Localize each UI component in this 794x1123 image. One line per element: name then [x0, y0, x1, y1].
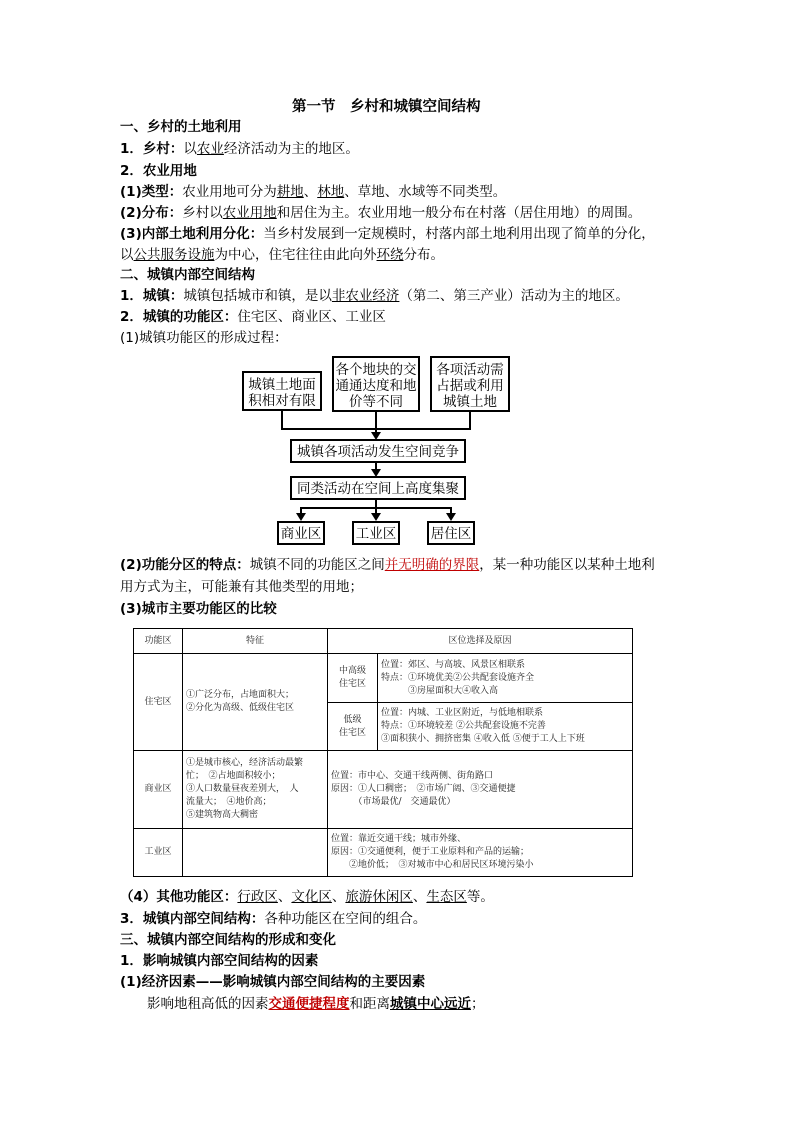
paragraph-zone-comparison: (3)城市主要功能区的比较 [120, 601, 277, 617]
paragraph-factors: 1．影响城镇内部空间结构的因素 [120, 953, 319, 969]
header-zone: 功能区 [134, 629, 183, 654]
paragraph-differentiation-cont: 以公共服务设施为中心，住宅往往由此向外环绕分布。 [120, 247, 444, 263]
table-row [134, 751, 633, 829]
header-feature: 特征 [183, 629, 328, 654]
paragraph-land-types: (1)类型：农业用地可分为耕地、林地、草地、水域等不同类型。 [120, 184, 507, 200]
paragraph-rural-definition: 1．乡村：以农业经济活动为主的地区。 [120, 141, 359, 157]
cell-residential-zone: 住宅区 [134, 654, 183, 751]
section-1-heading: 一、乡村的土地利用 [120, 119, 242, 135]
paragraph-rent-factors: 影响地租高低的因素交通便捷程度和距离城镇中心远近； [147, 996, 485, 1012]
section-3-heading: 三、城镇内部空间结构的形成和变化 [120, 932, 336, 948]
table-row [134, 654, 633, 703]
flow-box-commercial-zone: 商业区 [277, 521, 325, 545]
flow-box-competition: 城镇各项活动发生空间竞争 [290, 439, 466, 463]
cell-commercial-zone: 商业区 [134, 751, 183, 829]
paragraph-function-zones: 2．城镇的功能区：住宅区、商业区、工业区 [120, 309, 386, 325]
flow-box-industrial-zone: 工业区 [352, 521, 400, 545]
paragraph-zone-features: (2)功能分区的特点：城镇不同的功能区之间并无明确的界限，某一种功能区以某种土地利 [120, 557, 655, 573]
section-2-heading: 二、城镇内部空间结构 [120, 267, 255, 283]
paragraph-other-zones: （4）其他功能区：行政区、文化区、旅游休闲区、生态区等。 [120, 889, 494, 905]
paragraph-economic-factor: (1)经济因素——影响城镇内部空间结构的主要因素 [120, 974, 426, 990]
arrow-down-icon [296, 513, 306, 521]
arrow-down-icon [446, 513, 456, 521]
cell-high-residential-label: 中高级 住宅区 [328, 654, 378, 703]
paragraph-differentiation: (3)内部土地利用分化：当乡村发展到一定规模时，村落内部土地利用出现了简单的分化， [120, 226, 655, 242]
cell-low-residential-text: 位置：内城、工业区附近，与低地相联系 特点：①环境较差 ②公共配套设施不完善 ③面积狭小、拥挤密集 ④收入低 ⑤便于工人上下班 [378, 703, 633, 751]
cell-commercial-feature: ①是城市核心，经济活动最繁 忙； ②占地面积较小； ③人口数量昼夜差别大， 人 流量大； ④地价高； ⑤建筑物高大稠密 [183, 751, 328, 829]
flow-box-residential-zone: 居住区 [427, 521, 475, 545]
header-location: 区位选择及原因 [328, 629, 633, 654]
flow-box-accessibility: 各个地块的交 通通达度和地 价等不同 [332, 356, 420, 412]
paragraph-formation-process: (1)城镇功能区的形成过程： [120, 330, 288, 346]
page-title: 第一节 乡村和城镇空间结构 [292, 99, 481, 115]
function-zone-table [133, 628, 633, 877]
agricultural-land-heading: 2．农业用地 [120, 163, 197, 179]
paragraph-distribution: (2)分布：乡村以农业用地和居住为主。农业用地一般分布在村落（居住用地）的周围。 [120, 205, 642, 221]
cell-industrial-location: 位置：靠近交通干线；城市外缘、 原因：①交通便利，便于工业原料和产品的运输； ②地价低； ③对城市中心和居民区环境污染小 [328, 829, 633, 877]
cell-industrial-feature [183, 829, 328, 877]
paragraph-town-definition: 1．城镇：城镇包括城市和镇，是以非农业经济（第二、第三产业）活动为主的地区。 [120, 288, 629, 304]
cell-residential-feature: ①广泛分布，占地面积大； ②分化为高级、低级住宅区 [183, 654, 328, 751]
flow-box-clustering: 同类活动在空间上高度集聚 [290, 476, 466, 500]
paragraph-zone-features-cont: 用方式为主，可能兼有其他类型的用地； [120, 579, 363, 595]
cell-commercial-location: 位置：市中心、交通干线两侧、街角路口 原因：①人口稠密； ②市场广阔、③交通便捷 （市场最优/ 交通最优） [328, 751, 633, 829]
arrow-down-icon [371, 513, 381, 521]
cell-low-residential-label: 低级 住宅区 [328, 703, 378, 751]
flow-box-activities-land: 各项活动需 占据或利用 城镇土地 [430, 356, 510, 412]
cell-industrial-zone: 工业区 [134, 829, 183, 877]
paragraph-spatial-structure: 3．城镇内部空间结构：各种功能区在空间的组合。 [120, 911, 427, 927]
cell-high-residential-text: 位置：郊区、与高坡、风景区相联系 特点：①环境优美②公共配套设施齐全 ③房屋面积大④收入高 [378, 654, 633, 703]
table-row [134, 829, 633, 877]
table-header-row [134, 629, 633, 654]
flow-box-land-limited: 城镇土地面 积相对有限 [242, 371, 322, 411]
